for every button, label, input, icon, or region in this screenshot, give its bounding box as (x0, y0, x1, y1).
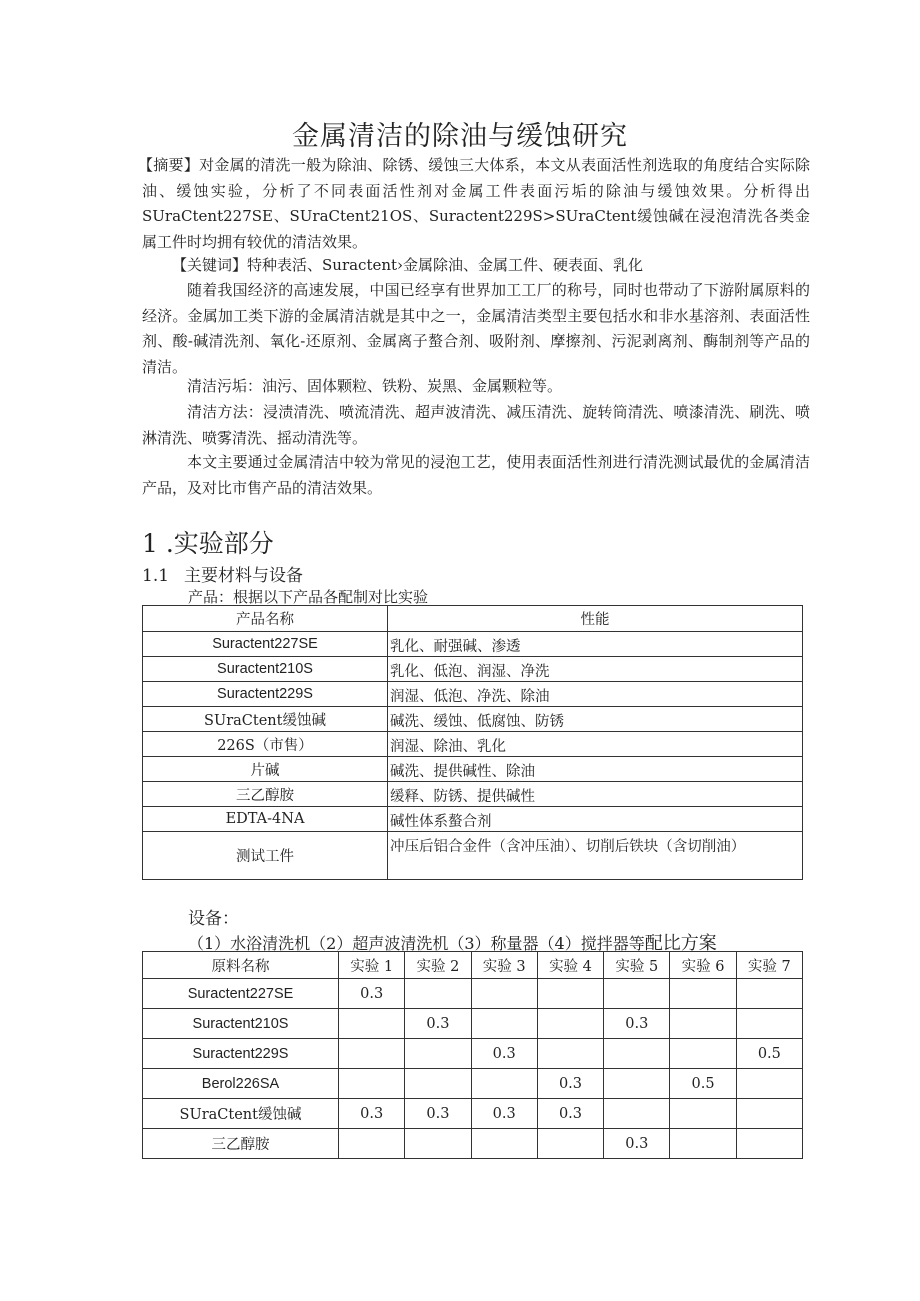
table-row (143, 807, 803, 832)
table-cell: 润湿、低泡、净洗、除油 (388, 682, 803, 707)
table-header: 产品名称 (143, 606, 388, 632)
table-cell (736, 1099, 802, 1129)
table-header: 原料名称 (143, 952, 339, 979)
table-cell: 碱洗、缓蚀、低腐蚀、防锈 (388, 707, 803, 732)
table-cell (537, 979, 603, 1009)
table-row (143, 1129, 803, 1159)
table-row (143, 1069, 803, 1099)
table-header: 实验 6 (670, 952, 736, 979)
table-cell (405, 1039, 471, 1069)
table-cell: 0.3 (405, 1099, 471, 1129)
table-row (143, 632, 803, 657)
table-row (143, 707, 803, 732)
table-cell: 0.3 (604, 1009, 670, 1039)
table-header: 性能 (388, 606, 803, 632)
products-caption: 产品：根据以下产品各配制对比实验 (188, 588, 429, 606)
table-cell (670, 1099, 736, 1129)
table-header: 实验 5 (604, 952, 670, 979)
table-cell (471, 979, 537, 1009)
table-header-row (143, 952, 803, 979)
table-cell (736, 1009, 802, 1039)
table-header-row (143, 606, 803, 632)
table-cell: 0.5 (736, 1039, 802, 1069)
table-cell: 0.3 (537, 1099, 603, 1129)
table-cell (736, 1129, 802, 1159)
table-header: 实验 2 (405, 952, 471, 979)
table-cell (339, 1009, 405, 1039)
table-cell (537, 1009, 603, 1039)
table-cell: 0.3 (471, 1099, 537, 1129)
page-title: 金属清洁的除油与缓蚀研究 (292, 121, 628, 152)
table-cell: 乳化、低泡、润湿、净洗 (388, 657, 803, 682)
table-row (143, 757, 803, 782)
table-cell: 0.3 (339, 979, 405, 1009)
table-cell (670, 1129, 736, 1159)
table-header: 实验 1 (339, 952, 405, 979)
table-cell (405, 1069, 471, 1099)
table-cell: 三乙醇胺 (143, 782, 388, 807)
table-row (143, 732, 803, 757)
methods-paragraph: 清洁方法：浸渍清洗、喷流清洗、超声波清洗、减压清洗、旋转筒清洗、喷漆清洗、刷洗、喷淋清洗、喷雾清洗、摇动清洗等。 (142, 403, 810, 447)
table-row (143, 782, 803, 807)
equipment-list: （1）水浴清洗机（2）超声波清洗机（3）称量器（4）搅拌器等 (188, 934, 645, 953)
table-row (143, 979, 803, 1009)
table-cell (405, 1129, 471, 1159)
table-cell (604, 1039, 670, 1069)
table-cell (537, 1129, 603, 1159)
table-cell: 冲压后铝合金件（含冲压油）、切削后铁块（含切削油） (388, 832, 803, 880)
table-row (143, 1009, 803, 1039)
table-cell (471, 1129, 537, 1159)
table-cell (339, 1069, 405, 1099)
table-cell (604, 1099, 670, 1129)
table-cell: EDTA-4NA (143, 807, 388, 832)
table-row (143, 832, 803, 880)
table-cell (339, 1039, 405, 1069)
table-cell: 226S（市售） (143, 732, 388, 757)
table-cell: Suractent227SE (143, 632, 388, 657)
ratio-table (142, 951, 803, 1159)
dirt-paragraph: 清洁污垢：油污、固体颗粒、铁粉、炭黑、金属颗粒等。 (187, 377, 563, 395)
table-cell: 0.3 (604, 1129, 670, 1159)
table-cell: 碱性体系螯合剂 (388, 807, 803, 832)
table-header: 实验 4 (537, 952, 603, 979)
equipment-label: 设备： (188, 909, 239, 929)
table-cell (604, 1069, 670, 1099)
table-cell: 测试工件 (143, 832, 388, 880)
table-cell: 0.5 (670, 1069, 736, 1099)
table-cell: Berol226SA (143, 1069, 339, 1099)
table-cell (471, 1069, 537, 1099)
table-cell: SUraCtent缓蚀碱 (143, 707, 388, 732)
table-cell (670, 1039, 736, 1069)
table-cell: 0.3 (339, 1099, 405, 1129)
table-row (143, 682, 803, 707)
table-row (143, 1099, 803, 1129)
table-cell: 润湿、除油、乳化 (388, 732, 803, 757)
table-cell: 片碱 (143, 757, 388, 782)
table-cell: 0.3 (537, 1069, 603, 1099)
table-cell: Suractent229S (143, 1039, 339, 1069)
intro-paragraph: 随着我国经济的高速发展，中国已经享有世界加工工厂的称号，同时也带动了下游附属原料的经济。金属加工类下游的金属清洁就是其中之一，金属清洁类型主要包括水和非水基溶剂、表面活性剂、酸-碱清洗剂、氧化-还原剂、金属离子螯合剂、吸附剂、摩擦剂、污泥剥离剂、酶制剂等产品的清洁。 (142, 281, 810, 376)
table-cell (339, 1129, 405, 1159)
table-cell (604, 979, 670, 1009)
table-cell (537, 1039, 603, 1069)
abstract: 【摘要】对金属的清洗一般为除油、除锈、缓蚀三大体系，本文从表面活性剂选取的角度结合实际除油、缓蚀实验，分析了不同表面活性剂对金属工件表面污垢的除油与缓蚀效果。分析得出SUraCtent227SE、SUraCtent21OS、Suractent229S>SUraCtent缓蚀碱在浸泡清洗各类金属工件时均拥有较优的清洁效果。 (138, 156, 810, 251)
table-cell (471, 1009, 537, 1039)
table-cell: 缓释、防锈、提供碱性 (388, 782, 803, 807)
keywords: 【关键词】特种表活、Suractent›金属除油、金属工件、硬表面、乳化 (172, 256, 644, 274)
purpose-paragraph: 本文主要通过金属清洁中较为常见的浸泡工艺，使用表面活性剂进行清洗测试最优的金属清洁产品，及对比市售产品的清洁效果。 (142, 453, 810, 497)
table-cell (670, 1009, 736, 1039)
section-heading-1-1 (142, 561, 303, 586)
table-cell: 0.3 (471, 1039, 537, 1069)
table-cell: 三乙醇胺 (143, 1129, 339, 1159)
table-cell (405, 979, 471, 1009)
section-heading-1: 1 .实验部分 (142, 529, 274, 558)
table-cell (736, 979, 802, 1009)
products-table (142, 605, 803, 880)
table-cell: 乳化、耐强碱、渗透 (388, 632, 803, 657)
table-cell: 碱洗、提供碱性、除油 (388, 757, 803, 782)
table-row (143, 1039, 803, 1069)
table-cell: SUraCtent缓蚀碱 (143, 1099, 339, 1129)
table-cell (736, 1069, 802, 1099)
table-cell: Suractent227SE (143, 979, 339, 1009)
table-cell: 0.3 (405, 1009, 471, 1039)
table-cell (670, 979, 736, 1009)
ratio-title: 配比方案 (644, 933, 717, 954)
table-header: 实验 7 (736, 952, 802, 979)
section-title: 主要材料与设备 (184, 566, 303, 586)
table-header: 实验 3 (471, 952, 537, 979)
section-number: 1.1 (142, 566, 170, 586)
table-row (143, 657, 803, 682)
table-cell: Suractent210S (143, 1009, 339, 1039)
table-cell: Suractent210S (143, 657, 388, 682)
table-cell: Suractent229S (143, 682, 388, 707)
